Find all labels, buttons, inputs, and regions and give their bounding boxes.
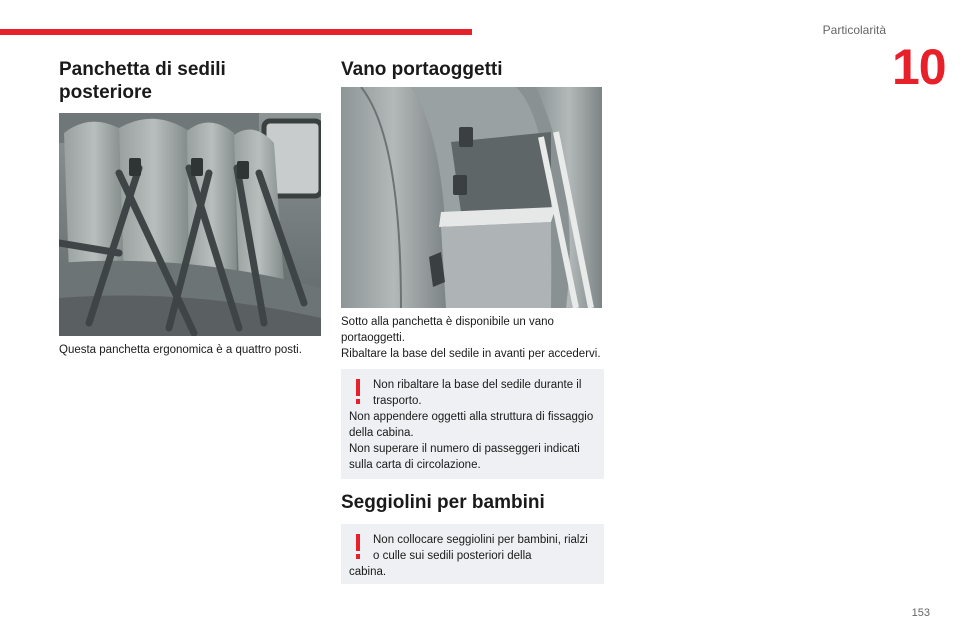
exclamation-icon [353, 379, 363, 405]
warning-2-line-2: cabina. [349, 566, 387, 578]
warning-2-first: Non collocare seggiolini per bambini, rialzi o culle sui sedili posteriori della [373, 534, 588, 562]
rear-bench-photo [59, 113, 321, 336]
page-number: 153 [911, 607, 930, 619]
rear-bench-title: Panchetta di sedili posteriore [59, 59, 226, 103]
warning-1-line-3: Non superare il numero di passeggeri indicati sulla carta di circolazione. [349, 443, 580, 471]
chapter-number: 10 [892, 39, 946, 95]
middle-column [341, 58, 604, 584]
warning-1-first: Non ribaltare la base del sedile durante il trasporto. [373, 379, 582, 407]
chapter-color-bar [0, 29, 472, 35]
storage-title: Vano portaoggetti [341, 59, 503, 80]
storage-body-1: Sotto alla panchetta è disponibile un vano portaoggetti. [341, 316, 554, 344]
warning-1-line-2: Non appendere oggetti alla struttura di fissaggio della cabina. [349, 411, 594, 439]
exclamation-icon [353, 534, 363, 560]
warning-box-child-seats [341, 524, 604, 584]
left-column [59, 58, 321, 358]
section-name: Particolarità [822, 23, 886, 37]
child-seats-title: Seggiolini per bambini [341, 492, 545, 513]
rear-bench-caption: Questa panchetta ergonomica è a quattro posti. [59, 344, 302, 356]
warning-box-storage [341, 369, 604, 479]
storage-body-2: Ribaltare la base del sedile in avanti per accedervi. [341, 348, 601, 360]
storage-photo [341, 87, 602, 308]
